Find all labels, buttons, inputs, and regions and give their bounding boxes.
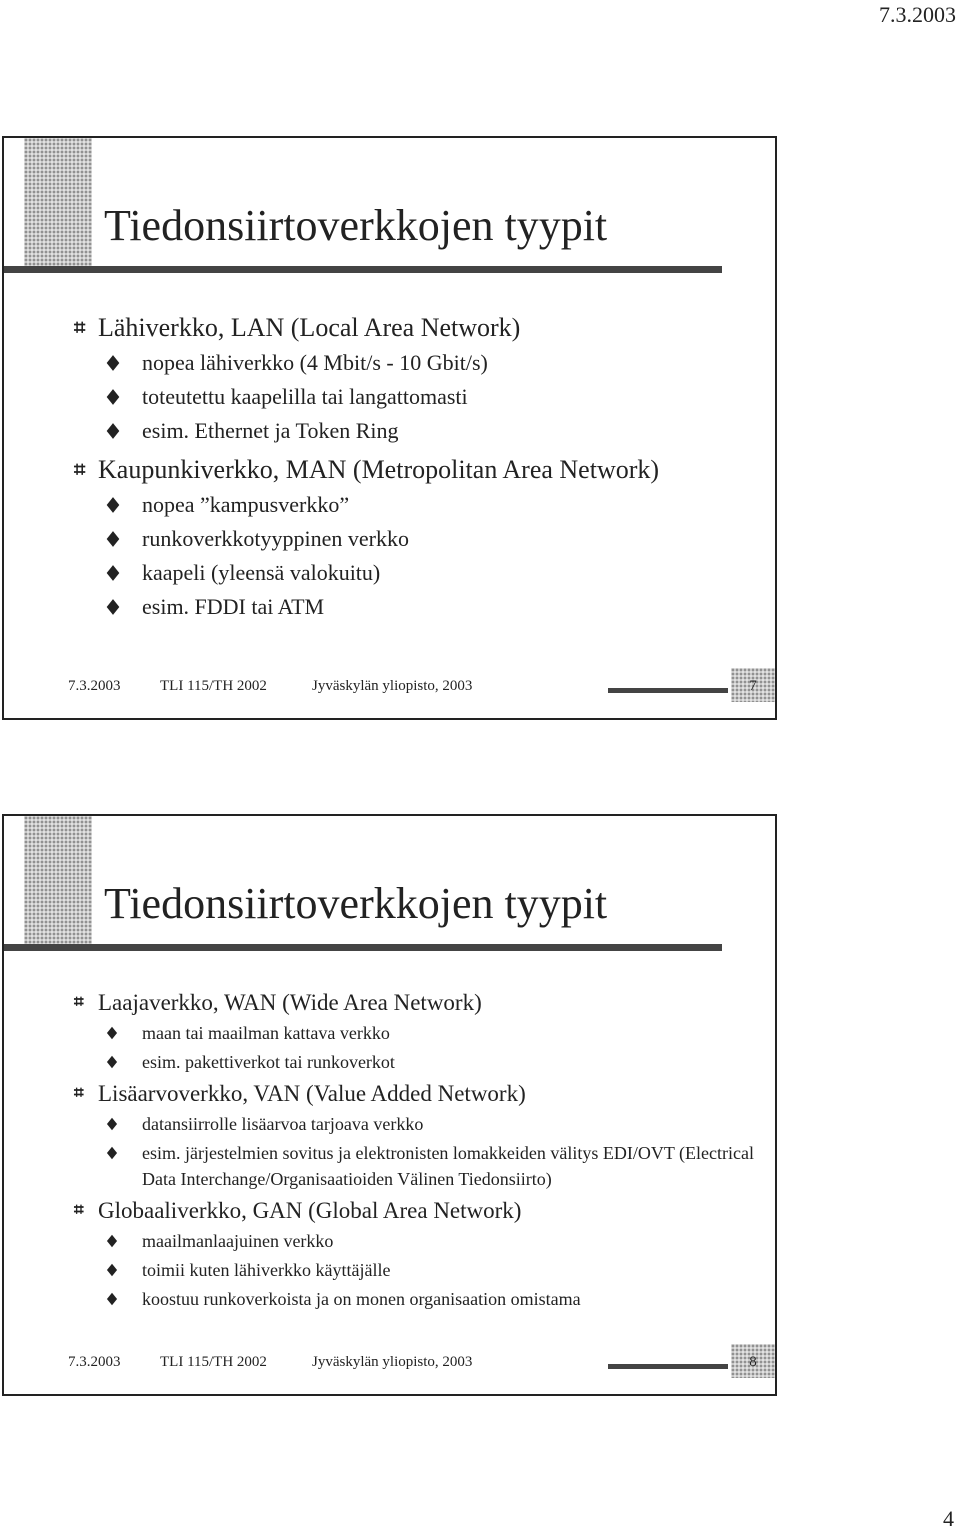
sub-bullet-text: datansiirrolle lisäarvoa tarjoava verkko	[142, 1114, 424, 1134]
bullet-text: Laajaverkko, WAN (Wide Area Network)	[98, 990, 482, 1015]
sub-bullet-item	[108, 522, 755, 556]
sub-bullet-item	[108, 380, 755, 414]
sub-bullet-item	[108, 346, 755, 380]
title-rule	[4, 944, 722, 951]
title-pattern-block	[24, 138, 92, 268]
square-bullet-icon	[107, 1293, 117, 1306]
sub-bullet-item	[108, 1140, 755, 1192]
footer-organization: Jyväskylän yliopisto, 2003	[312, 1354, 473, 1370]
slide-number: 7	[749, 678, 757, 694]
square-bullet-icon	[107, 1264, 117, 1277]
bullet-text: Kaupunkiverkko, MAN (Metropolitan Area Network)	[98, 455, 660, 484]
sub-bullet-text: maan tai maailman kattava verkko	[142, 1023, 390, 1043]
sub-bullet-text: esim. FDDI tai ATM	[142, 594, 325, 619]
sub-bullet-item	[108, 1049, 755, 1075]
title-rule	[4, 266, 722, 273]
square-bullet-icon	[107, 599, 120, 615]
square-bullet-icon	[107, 1118, 117, 1131]
sub-list	[98, 346, 755, 448]
slide-7	[2, 136, 777, 720]
hash-bullet-icon: ⌗	[74, 457, 86, 481]
square-bullet-icon	[107, 1027, 117, 1040]
sub-bullet-item	[108, 1111, 755, 1137]
square-bullet-icon	[107, 423, 120, 439]
slide-number-box	[731, 1344, 775, 1378]
square-bullet-icon	[107, 389, 120, 405]
hash-bullet-icon: ⌗	[74, 1083, 84, 1103]
footer-date: 7.3.2003	[68, 678, 121, 694]
slide-title: Tiedonsiirtoverkkojen tyypit	[104, 879, 608, 928]
sub-list	[98, 1228, 755, 1312]
sub-bullet-text: esim. Ethernet ja Token Ring	[142, 418, 399, 443]
sub-bullet-item	[108, 556, 755, 590]
slide-number: 8	[749, 1354, 757, 1370]
sub-bullet-text: nopea ”kampusverkko”	[142, 492, 350, 517]
square-bullet-icon	[107, 1147, 117, 1160]
slide-footer	[68, 1354, 775, 1376]
sub-bullet-item	[108, 1020, 755, 1046]
bullet-text: Lähiverkko, LAN (Local Area Network)	[98, 313, 521, 342]
slide-8	[2, 814, 777, 1396]
sub-bullet-text: maailmanlaajuinen verkko	[142, 1231, 334, 1251]
page-date: 7.3.2003	[879, 2, 956, 27]
bullet-item	[74, 454, 755, 624]
square-bullet-icon	[107, 497, 120, 513]
page-number: 4	[943, 1506, 954, 1531]
footer-course: TLI 115/TH 2002	[160, 1354, 267, 1370]
slide-title: Tiedonsiirtoverkkojen tyypit	[104, 201, 608, 250]
sub-list	[98, 1020, 755, 1075]
sub-bullet-item	[108, 1228, 755, 1254]
sub-bullet-item	[108, 414, 755, 448]
sub-bullet-item	[108, 488, 755, 522]
sub-list	[98, 488, 755, 624]
sub-bullet-item	[108, 1257, 755, 1283]
slide-content	[74, 984, 755, 1312]
square-bullet-icon	[107, 565, 120, 581]
hash-bullet-icon: ⌗	[74, 315, 86, 339]
hash-bullet-icon: ⌗	[74, 1200, 84, 1220]
sub-bullet-item	[108, 1286, 755, 1312]
sub-bullet-item	[108, 590, 755, 624]
footer-rule	[608, 1364, 728, 1369]
square-bullet-icon	[107, 1235, 117, 1248]
bullet-item	[74, 989, 755, 1075]
sub-bullet-text: koostuu runkoverkoista ja on monen organisaation omistama	[142, 1289, 581, 1309]
bullet-item	[74, 1197, 755, 1312]
square-bullet-icon	[107, 355, 120, 371]
sub-bullet-text: esim. järjestelmien sovitus ja elektronisten lomakkeiden välitys EDI/OVT (Electrical Data Interchange/Organisaatioiden Välinen Tiedonsiirto)	[142, 1143, 754, 1189]
bullet-text: Globaaliverkko, GAN (Global Area Network)	[98, 1198, 522, 1223]
slide-footer	[68, 678, 775, 700]
sub-bullet-text: kaapeli (yleensä valokuitu)	[142, 560, 381, 585]
sub-bullet-text: runkoverkkotyyppinen verkko	[142, 526, 409, 551]
sub-bullet-text: esim. pakettiverkot tai runkoverkot	[142, 1052, 395, 1072]
footer-rule	[608, 688, 728, 693]
square-bullet-icon	[107, 531, 120, 547]
sub-bullet-text: nopea lähiverkko (4 Mbit/s - 10 Gbit/s)	[142, 350, 488, 375]
bullet-item	[74, 312, 755, 448]
bullet-text: Lisäarvoverkko, VAN (Value Added Network)	[98, 1081, 526, 1106]
footer-course: TLI 115/TH 2002	[160, 678, 267, 694]
title-pattern-block	[24, 816, 92, 946]
slide-content	[74, 306, 755, 624]
sub-list	[98, 1111, 755, 1192]
footer-organization: Jyväskylän yliopisto, 2003	[312, 678, 473, 694]
square-bullet-icon	[107, 1056, 117, 1069]
footer-date: 7.3.2003	[68, 1354, 121, 1370]
sub-bullet-text: toteutettu kaapelilla tai langattomasti	[142, 384, 468, 409]
slide-number-box	[731, 668, 775, 702]
bullet-item	[74, 1080, 755, 1192]
sub-bullet-text: toimii kuten lähiverkko käyttäjälle	[142, 1260, 391, 1280]
hash-bullet-icon: ⌗	[74, 992, 84, 1012]
